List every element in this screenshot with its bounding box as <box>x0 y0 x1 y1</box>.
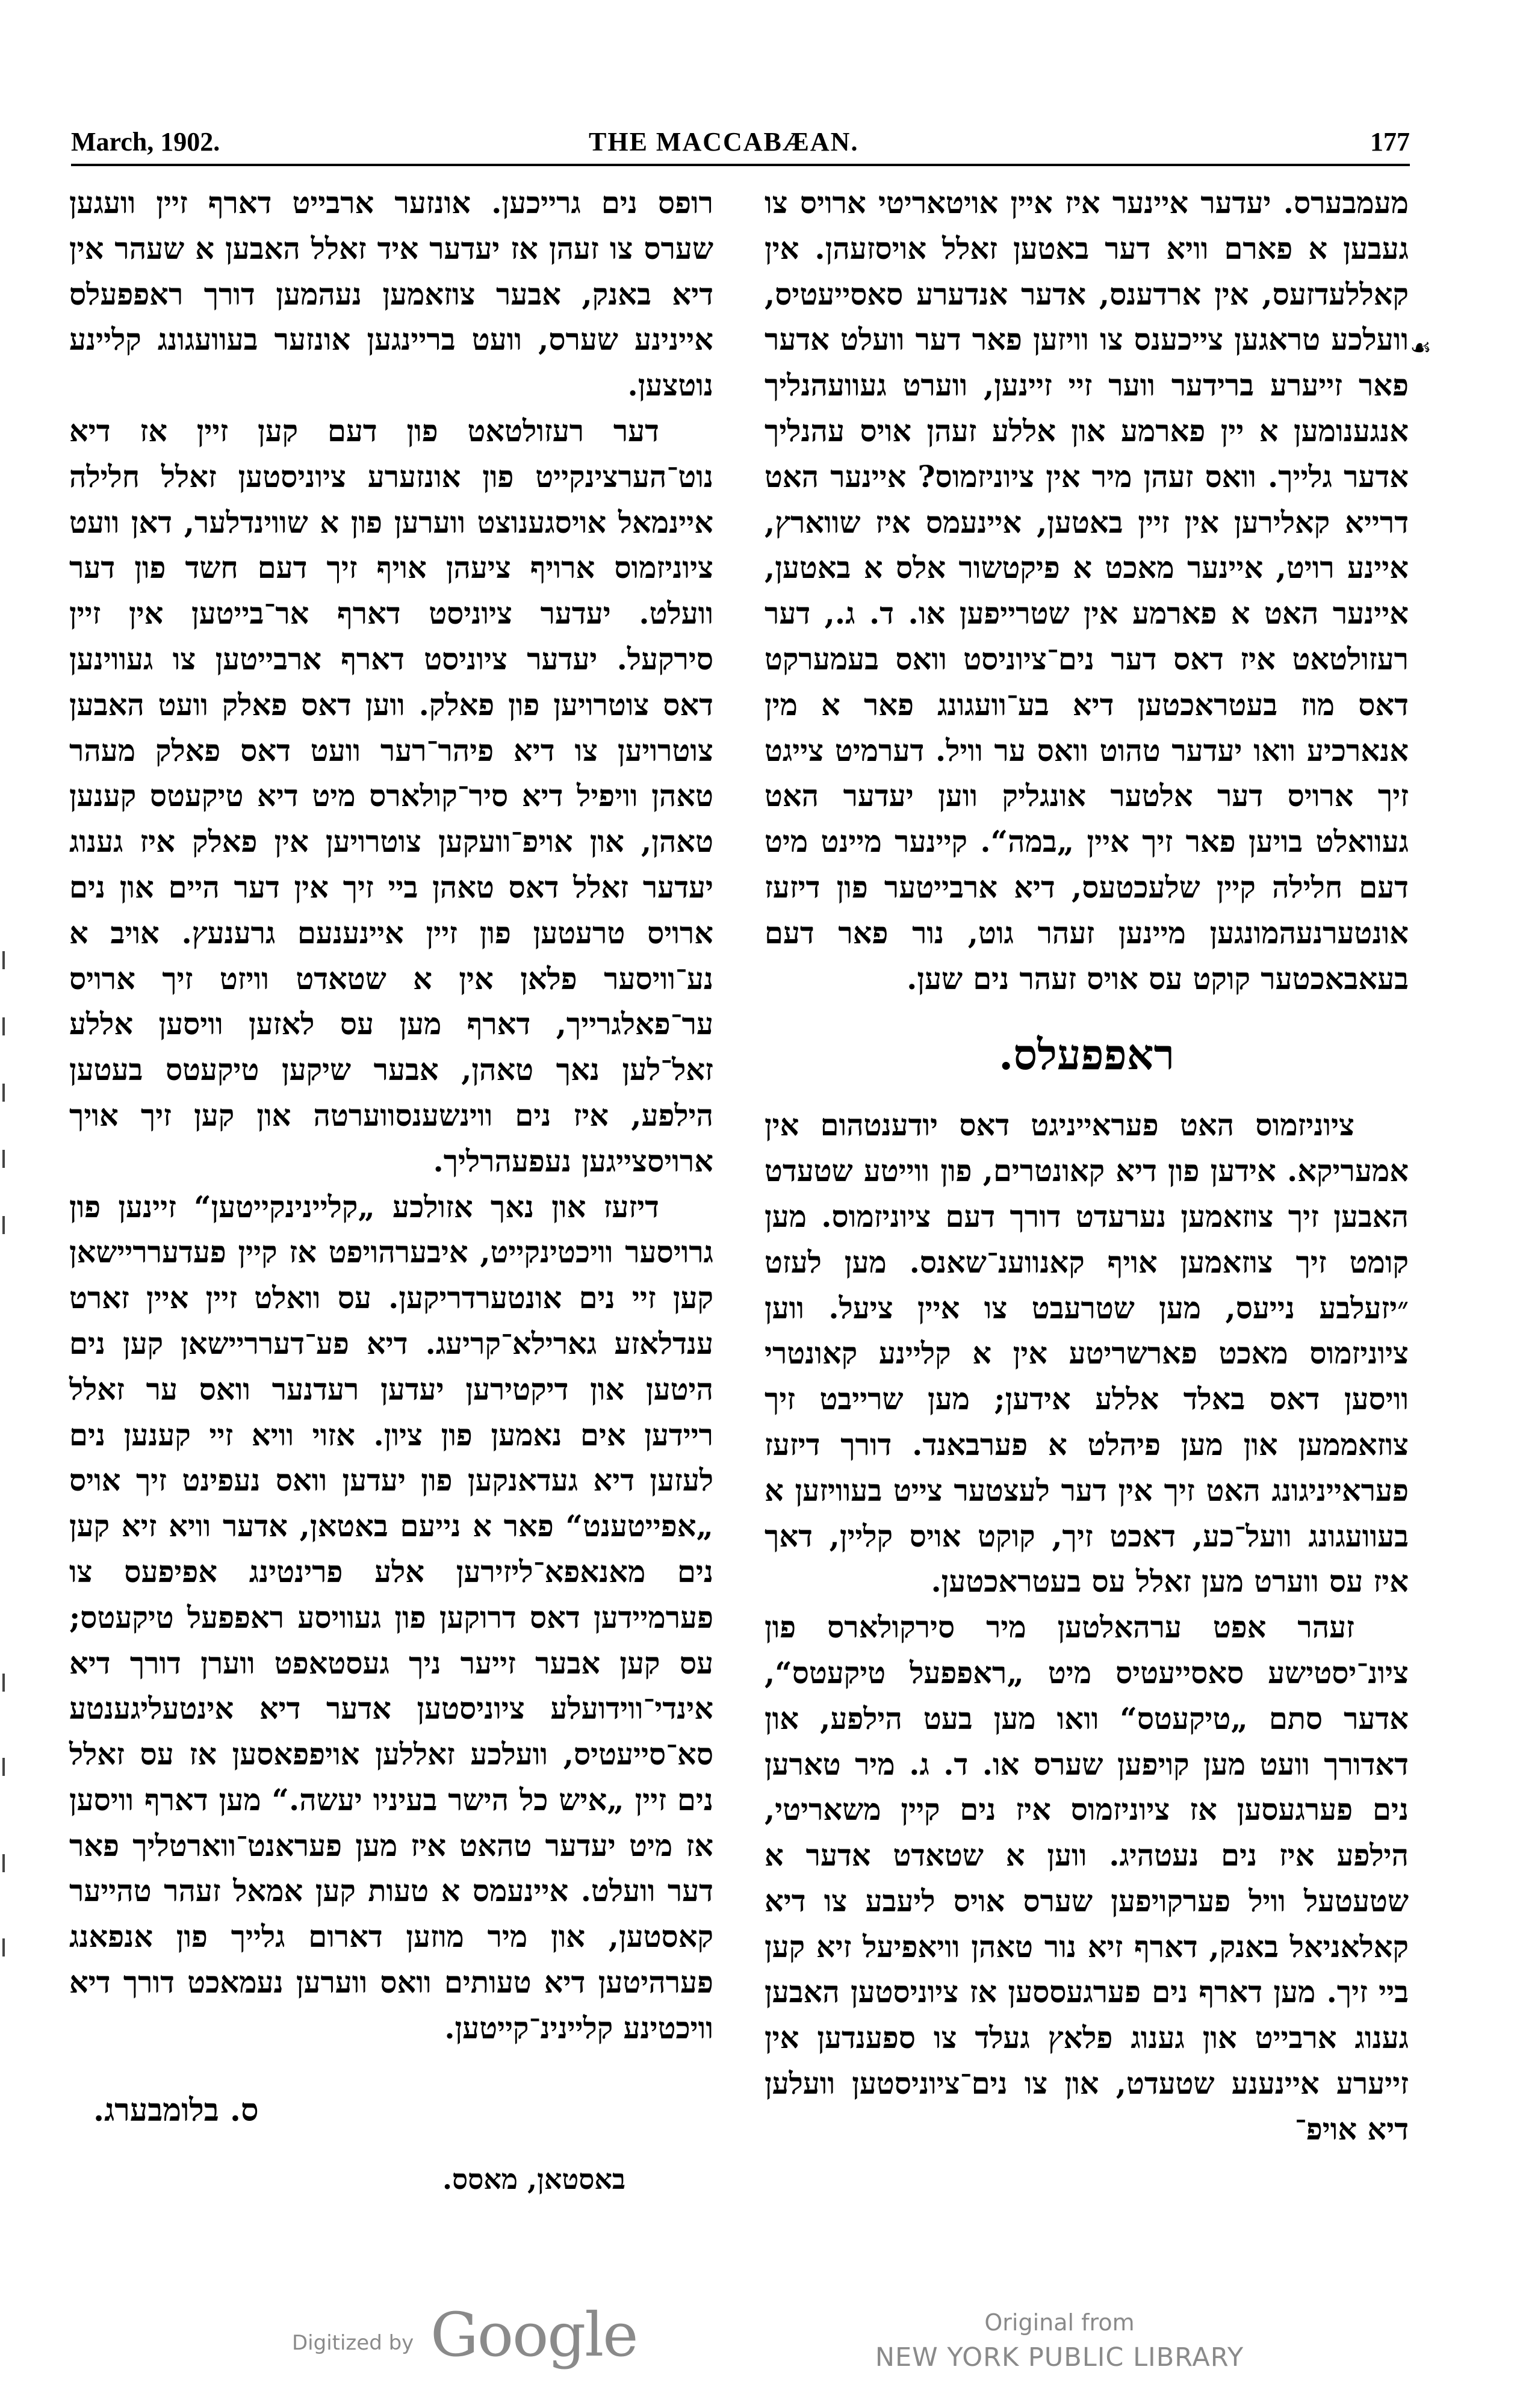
journal-title: THE MACCABÆAN. <box>589 127 859 157</box>
right-column <box>765 181 1409 2153</box>
header-rule <box>71 164 1410 166</box>
left-paragraph-1: רופס נים גרייכען. אונזער ארבייט דארף זיין וועגען שערס צו זעהן אז יעדער איד זאלל האבען א שעהר אין דיא באנק, אבער צוזאמען נעהמען דורך ראפפעלס איינינע שערס, וועט בריינגען אונזער בעוועגונג קליינע נוטצען. <box>69 185 713 403</box>
google-logo: Google <box>430 2300 638 2370</box>
dateline-place: באסטאן, מאסס. <box>442 2163 626 2196</box>
digitized-by-label: Digitized by <box>292 2331 414 2355</box>
author-signature: ס. בלומבערג. <box>93 2091 259 2129</box>
section-heading-raffles: ראפפעלס. <box>998 1029 1175 1080</box>
header-date: March, 1902. <box>71 127 220 157</box>
margin-hand-icon: ☙ <box>1410 334 1432 362</box>
left-column <box>69 181 713 2203</box>
original-from-label: Original from <box>984 2309 1135 2336</box>
left-margin-bleed-marks <box>0 951 18 2035</box>
right-paragraph-1: מעמבערס. יעדער איינער איז איין אויטאריטי ארויס צו געבען א פארם וויא דער באטען זאלל אויסזעהן. אין קאללעדזעס, אין ארדענס, אדער אנדערע סאסייעטיס, וועלכע טראגען צייכענס צו וויזען פאר דער וועלט אדער פאר זייערע ברידער ווער זיי זיינען, ווערט געוועהנליך אנגענומען א יין פארמע און אללע זעהן אויס עהנליך אדער גלייך. וואס זעהן מיר אין ציוניזמוס? איינער האט דרייא קאלירען אין זיין באטען, איינעמס איז שווארץ, איינע רויט, איינער מאכט א פיקטשור אלס א באטען, איינער האט א פארמע אין שטרייפען או. ד. ג., דער רעזולטאט איז דאס דער נים־ציוניסט וואס בעמערקט דאס מוז בעטראכטען דיא בע־וועגונג פאר א מין אנארכיע וואו יעדער טהוט וואס ער וויל. דערמיט צייגט זיך ארויס דער אלטער אונגליק ווען יעדער האט געוואלט בויען פאר זיך איין „במה“. קיינער מיינט מיט דעם חלילה קיין שלעכטעס, דיא ארבייטער פון דיזעז אונטערנעהמונגען מיינען זעהר גוט, נור פאר דעם בעאבאכטער קוקט עס אויס זעהר נים שען. <box>765 185 1409 996</box>
original-source <box>867 2306 1252 2375</box>
left-paragraph-2: דער רעזולטאט פון דעם קען זיין אז דיא נוט־הערצינקייט פון אונזערע ציוניסטען זאלל חלילה איינמאל אויסגענוצט ווערען פון א שווינדלער, דאן וועט ציוניזמוס ארויף ציעהן אויף זיך דעם חשד פון דער וועלט. יעדער ציוניסט דארף אר־בייטען אין זיין סירקעל. יעדער ציוניסט דארף ארבייטען צו געווינען דאס צוטרויען פון פאלק. ווען דאס פאלק וועט האבען צוטרויען צו דיא פיהר־רער וועט דאס פאלק מעהר טאהן וויפיל דיא סיר־קולארס מיט דיא טיקעטס קענען טאהן, און אויפ־וועקען צוטרויען אין פאלק איז גענוג יעדער זאלל דאס טאהן ביי זיך אין דער היים און נים ארויס טרעטען פון זיין איינענעם גרענעץ. אויב א נע־וויסער פלאן אין א שטאדט וויזט זיך ארויס ער־פאלגרייך, דארף מען עס לאזען וויסען אללע זאל־לען נאך טאהן, אבער שיקען טיקעטס בעטען הילפע, איז נים ווינשענסווערטה און קען זיך אויך ארויסצייגען נעפעהרליך. <box>69 413 713 1179</box>
left-paragraph-3: דיזעז און נאך אזולכע „קליינינקייטען“ זיינען פון גרויסער וויכטינקייט, איבערהויפט אז קיין פעדערריישאן קען זיי נים אונטערדריקען. עס וואלט זיין איין זארט ענדלאזע גארילא־קריעג. דיא פע־דערריישאן קען נים היטען און דיקטירען יעדען רעדנער וואס ער זאלל ריידען אים נאמען פון ציון. אזוי וויא זיי קענען נים לעזען דיא געדאנקען פון יעדען וואס נעפינט זיך אויס „אפייטענט“ פאר א נייעם באטאן, אדער וויא זיא קען נים מאנאפא־ליזירען אלע פרינטינג אפיפעס צו פערמיידען דאס דרוקען פון געוויסע ראפפעל טיקעטס; עס קען אבער זייער ניך געסטאפט ווערן דורך דיא אינדי־ווידועלע ציוניסטען אדער דיא אינטעליגענטע סא־סייעטיס, וועלכע זאללען אויפפאסען אז עס זאלל נים זיין „איש כל הישר בעיניו יעשה.“ מען דארף וויסען אז מיט יעדער טהאט איז מען פעראנט־ווארטליך פאר דער וועלט. איינעמס א טעות קען אמאל זעהר טהייער קאסטען, און מיר מוזען דארום גלייך פון אנפאנג פערהיטען דיא טעותים וואס ווערען נעמאכט דורך דיא וויכטינע קליינינ־קייטען. <box>69 1189 713 2046</box>
library-name: NEW YORK PUBLIC LIBRARY <box>875 2342 1244 2372</box>
right-paragraph-2: ציוניזמוס האט פעראייניגט דאס יודענטהום אין אמעריקא. אידען פון דיא קאונטרים, פון ווייטע שטעדט האבען זיך צוזאמען נערעדט דורך דעם ציוניזמוס. מען קומט זיך צוזאמען אויף קאנווענ־שאנס. מען לעזט ״יזעלבע נייעס, מען שטרעבט צו איין ציעל. ווען ציוניזמוס מאכט פארשריטע אין א קליינע קאונטרי וויסען דאס באלד אללע אידען; מען שרייבט זיך צוזאממען און מען פיהלט א פערבאנד. דורך דיזעז פעראייניגונג האט זיך אין דער לעצטער צייט בעוויזען א בעוועגונג וועל־כע, דאכט זיך, קוקט אויס קליין, דאך איז עס ווערט מען זאלל עס בעטראכטען. <box>765 1108 1409 1600</box>
digitized-by-google <box>292 2300 638 2370</box>
running-head <box>71 120 1410 163</box>
page-number: 177 <box>1370 127 1410 157</box>
right-paragraph-3: זעהר אפט ערהאלטען מיר סירקולארס פון ציונ־יסטישע סאסייעטיס מיט „ראפפעל טיקעטס“, אדער סתם „טיקעטס“ וואו מען בעט הילפע, און דאדורך וועט מען קויפען שערס או. ד. ג. מיר טארען נים פערגעסען אז ציוניזמוס איז נים קיין משאריטי, הילפע איז נים נעטהיג. ווען א שטאדט אדער א שטעטעל וויל פערקויפען שערס אויס ליעבע צו דיא קאלאניאל באנק, דארף זיא נור טאהן וויאפיעל זיא קען ביי זיך. מען דארף נים פערגעססען אז ציוניסטען האבען גענוג ארבייט און גענוג פלאץ געלד צו ספענדען אין זייערע איינענע שטעדט, און צו נים־ציוניסטען וועלען דיא אויפ־ <box>765 1610 1409 2147</box>
